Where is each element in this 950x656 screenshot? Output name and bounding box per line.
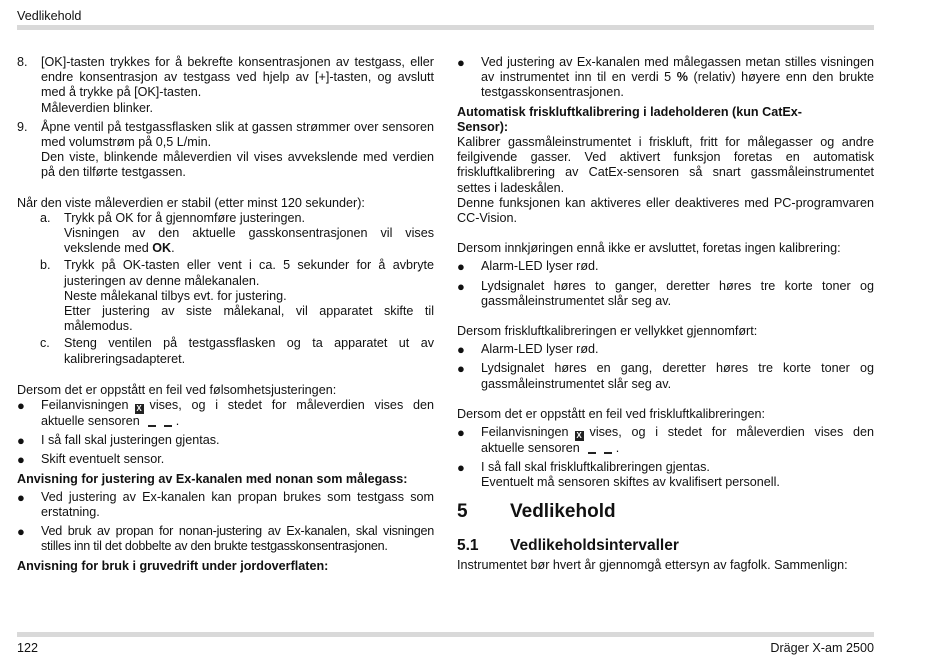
stable-intro: Når den viste måleverdien er stabil (etter minst 120 sekunder): — [17, 195, 365, 210]
substep-text: Trykk på OK for å gjennomføre justeringen. — [64, 210, 306, 225]
punct: . — [175, 414, 180, 429]
punct: . — [615, 441, 620, 456]
nonan-heading: Anvisning for justering av Ex-kanalen med nonan som målegass: — [17, 471, 408, 486]
bullet-icon: ● — [457, 278, 465, 294]
bullet-text: Ved justering av Ex-kanalen med målegassen metan stilles visningen av instrumentet inn til en verdi 5 — [481, 55, 874, 85]
mining-heading: Anvisning for bruk i gruvedrift under jordoverflaten: — [17, 558, 329, 573]
bullet-item — [457, 259, 874, 274]
bullet-text: vises, og i stedet for måleverdien vises den aktuelle sensoren — [481, 425, 874, 456]
bullet-icon: ● — [457, 361, 465, 377]
bullet-item — [17, 490, 434, 520]
page-number: 122 — [17, 641, 39, 655]
bullet-text: (relativ) høyere enn den brukte testgasskonsentrasjonen. — [481, 70, 874, 100]
bullet-item — [17, 433, 434, 448]
bullet-item — [17, 398, 434, 429]
bullet-icon: ● — [17, 524, 25, 540]
bullet-item — [457, 55, 874, 101]
section-number: 5 — [457, 500, 468, 522]
bullet-item — [457, 361, 874, 391]
substep-text: Visningen av den aktuelle gasskonsentrasjonen vil vises vekslende med — [64, 226, 434, 256]
bullet-icon: ● — [457, 460, 465, 476]
section-5-1-text: Instrumentet bør hvert år gjennomgå ettersyn av fagfolk. Sammenlign: — [457, 557, 848, 572]
bullet-text: Eventuelt må sensoren skiftes av kvalifisert personell. — [481, 475, 780, 490]
section-title: Vedlikeholdsintervaller — [510, 536, 679, 554]
bullet-item — [457, 425, 874, 456]
bullet-item — [17, 452, 434, 467]
bullet-text: Alarm-LED lyser rød. — [481, 259, 599, 274]
step-text: Måleverdien blinker. — [41, 100, 154, 115]
bullet-icon: ● — [457, 342, 465, 358]
bullet-item — [457, 342, 874, 357]
percent-sign: % — [676, 70, 688, 85]
substep-a — [17, 211, 434, 257]
footer-rule — [17, 632, 874, 637]
auto-cal-text: Denne funksjonen kan aktiveres eller deaktiveres med PC-programvaren CC-Vision. — [457, 195, 874, 226]
error-intro: Dersom det er oppstått en feil ved følsomhetsjusteringen: — [17, 382, 337, 397]
bullet-item — [457, 279, 874, 309]
bullet-icon: ● — [457, 259, 465, 275]
step-number: 8. — [17, 55, 28, 69]
error-icon: X — [136, 404, 142, 414]
section-5-1-heading — [457, 536, 874, 555]
step-9 — [17, 120, 434, 181]
section-number: 5.1 — [457, 536, 479, 554]
bullet-text: Feilanvisningen — [481, 425, 569, 440]
punct: . — [171, 241, 175, 256]
bullet-icon: ● — [457, 55, 465, 70]
bullet-text: Lydsignalet høres en gang, deretter høres tre korte toner og gassmåleinstrumentet slår seg av. — [481, 361, 874, 391]
substep-text: Trykk på OK-tasten eller vent i ca. 5 sekunder for å avbryte justeringen av denne målekanalen. — [64, 258, 434, 288]
bullet-text: Alarm-LED lyser rød. — [481, 342, 599, 357]
bullet-text: I så fall skal justeringen gjentas. — [41, 433, 220, 448]
sensor-dashes-icon — [148, 419, 176, 427]
section-5-heading — [457, 500, 874, 524]
bullet-text: Ved justering av Ex-kanalen kan propan brukes som testgass som erstatning. — [41, 489, 434, 520]
notdone-intro: Dersom innkjøringen ennå ikke er avsluttet, foretas ingen kalibrering: — [457, 241, 841, 256]
bullet-icon: ● — [457, 425, 465, 441]
sensor-dashes-icon — [588, 446, 616, 454]
bullet-icon: ● — [17, 398, 25, 414]
bullet-icon: ● — [17, 433, 25, 449]
bullet-text: I så fall skal friskluftkalibreringen gjentas. — [481, 460, 710, 475]
substep-text: Steng ventilen på testgassflasken og ta apparatet ut av kalibreringsadapteret. — [64, 336, 434, 366]
step-number: 9. — [17, 119, 28, 134]
substep-label: a. — [40, 210, 51, 225]
running-header: Vedlikehold — [17, 9, 82, 23]
bullet-icon: ● — [17, 489, 25, 505]
bullet-item — [457, 460, 874, 490]
step-text: Åpne ventil på testgassflasken slik at gassen strømmer over sensoren med volumstrøm på 0,5 L/min. — [41, 119, 434, 150]
product-name: Dräger X-am 2500 — [770, 641, 874, 655]
substep-label: c. — [40, 336, 50, 351]
bullet-icon: ● — [17, 452, 25, 468]
bullet-text: Feilanvisningen — [41, 398, 129, 413]
bullet-text: vises, og i stedet for måleverdien vises den aktuelle sensoren — [41, 398, 434, 429]
bullet-text: Lydsignalet høres to ganger, deretter høres tre korte toner og gassmåleinstrumentet slår seg av. — [481, 278, 874, 308]
bullet-text: Ved bruk av propan for nonan-justering av Ex-kanalen, skal visningen stilles inn til det dobbelte av den brukte testgasskonsentrasjonen. — [41, 524, 434, 554]
section-title: Vedlikehold — [510, 500, 616, 522]
left-column — [17, 55, 434, 574]
right-column — [457, 55, 874, 573]
header-rule — [17, 25, 874, 30]
error-icon: X — [576, 431, 582, 441]
auto-cal-heading: Automatisk friskluftkalibrering i ladeholderen (kun CatEx-Sensor): — [457, 104, 802, 134]
auto-cal-text: Kalibrer gassmåleinstrumentet i friskluft, fritt for målegasser og andre feilgivende gasser. Ved aktivert funksjon foretas en automatisk friskluftkalibrering av CatEx-sensoren så snart gassmåleinstrumentet settes i ladeskålen. — [457, 135, 874, 195]
substep-b — [17, 258, 434, 334]
substep-text: Neste målekanal tilbys evt. for justering. — [64, 288, 287, 303]
substep-c — [17, 336, 434, 366]
ok-label: OK — [152, 241, 172, 256]
step-8 — [17, 55, 434, 116]
step-text: [OK]-tasten trykkes for å bekrefte konsentrasjonen av testgass, eller endre konsentrasjon av testgass ved hjelp av [+]-tasten, og avslutt med å trykke på [OK]-tasten. — [41, 55, 434, 100]
success-intro: Dersom friskluftkalibreringen er vellykket gjennomført: — [457, 324, 758, 339]
bullet-text: Skift eventuelt sensor. — [41, 452, 165, 467]
bullet-item — [17, 524, 434, 554]
step-text: Den viste, blinkende måleverdien vil vises avvekslende med verdien på den tilførte testgassen. — [41, 150, 434, 180]
fail-intro: Dersom det er oppstått en feil ved friskluftkalibreringen: — [457, 406, 765, 421]
substep-text: Etter justering av siste målekanal, vil apparatet skifte til målemodus. — [64, 304, 434, 334]
substep-label: b. — [40, 258, 51, 273]
